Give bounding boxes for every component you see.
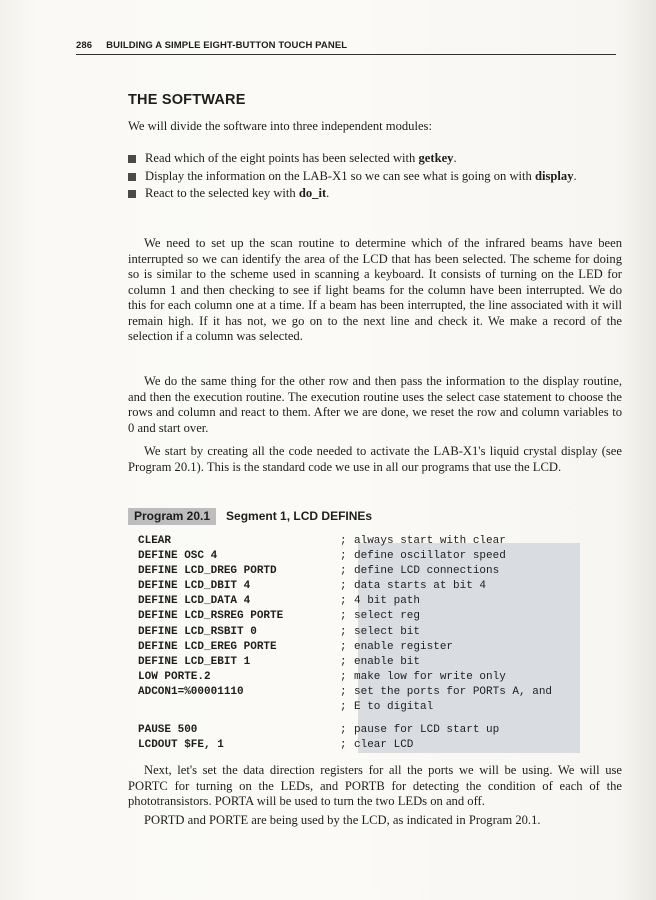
paragraph: We start by creating all the code needed to activate the LAB-X1's liquid crystal display (see Program 20.1). This is the standard code we use in all our programs that use the LCD. [128,444,622,474]
code-line: DEFINE LCD_DATA 4 ; 4 bit path [138,595,421,608]
code-line: DEFINE OSC 4 ; define oscillator speed [138,550,506,563]
intro-text: We will divide the software into three independent modules: [128,119,432,133]
code-line: DEFINE LCD_RSREG PORTE ; select reg [138,610,421,623]
bullet-square-icon [128,190,136,198]
code-line: PAUSE 500 ; pause for LCD start up [138,724,500,737]
running-header [76,40,616,55]
bullet-square-icon [128,155,136,163]
paragraph: Next, let's set the data direction registers for all the ports we will be using. We will use PORTC for turning on the LEDs, and PORTB for detecting the condition of each of the phototransistors. PORTA will be used to turn the two LEDs on and off. [128,763,622,808]
program-caption [128,508,372,525]
list-item: Read which of the eight points has been selected with getkey. [128,151,622,167]
code-listing [138,534,552,753]
code-spacer [138,715,552,723]
code-line: ADCON1=%00001110 ; set the ports for PORTs A, and [138,685,553,698]
code-line: DEFINE LCD_EBIT 1 ; enable bit [138,655,421,668]
section-title: THE SOFTWARE [128,92,246,108]
bullet-square-icon [128,173,136,181]
bleed-through-text [400,96,403,107]
code-line: DEFINE LCD_DBIT 4 ; data starts at bit 4 [138,580,487,593]
code-line: LCDOUT $FE, 1 ; clear LCD [138,739,414,752]
code-line: LOW PORTE.2 ; make low for write only [138,670,506,683]
paragraph: We do the same thing for the other row and then pass the information to the display routine, and then the execution routine. The execution routine uses the select case statement to choose the rows and column and react to them. After we are done, we reset the row and column variables to 0 and start over. [128,374,622,435]
code-line: DEFINE LCD_RSBIT 0 ; select bit [138,625,421,638]
code-line: CLEAR ; always start with clear [138,535,506,547]
running-title: BUILDING A SIMPLE EIGHT-BUTTON TOUCH PANEL [106,40,348,51]
program-title: Segment 1, LCD DEFINEs [226,509,373,523]
paragraph: PORTD and PORTE are being used by the LCD, as indicated in Program 20.1. [144,813,541,827]
module-list [128,151,622,204]
code-line: DEFINE LCD_DREG PORTD ; define LCD connections [138,565,500,578]
code-line: ; E to digital [340,701,434,714]
paragraph: We need to set up the scan routine to determine which of the infrared beams have been interrupted so we can identify the area of the LCD that has been selected. The scheme for doing so is similar to the scheme used in scanning a keyboard. It consists of turning on the LED for column 1 and then checking to see if light beams for the column have been interrupted. We do this for each column one at a time. If a beam has been interrupted, the line associated with it will remain high. If it has not, we go on to the next line and check it. We make a record of the selection if a column was selected. [128,236,622,343]
list-item: React to the selected key with do_it. [128,186,622,202]
program-label: Program 20.1 [128,508,216,525]
list-item: Display the information on the LAB-X1 so we can see what is going on with display. [128,169,622,185]
code-line: DEFINE LCD_EREG PORTE ; enable register [138,640,454,653]
page-number: 286 [76,40,93,51]
